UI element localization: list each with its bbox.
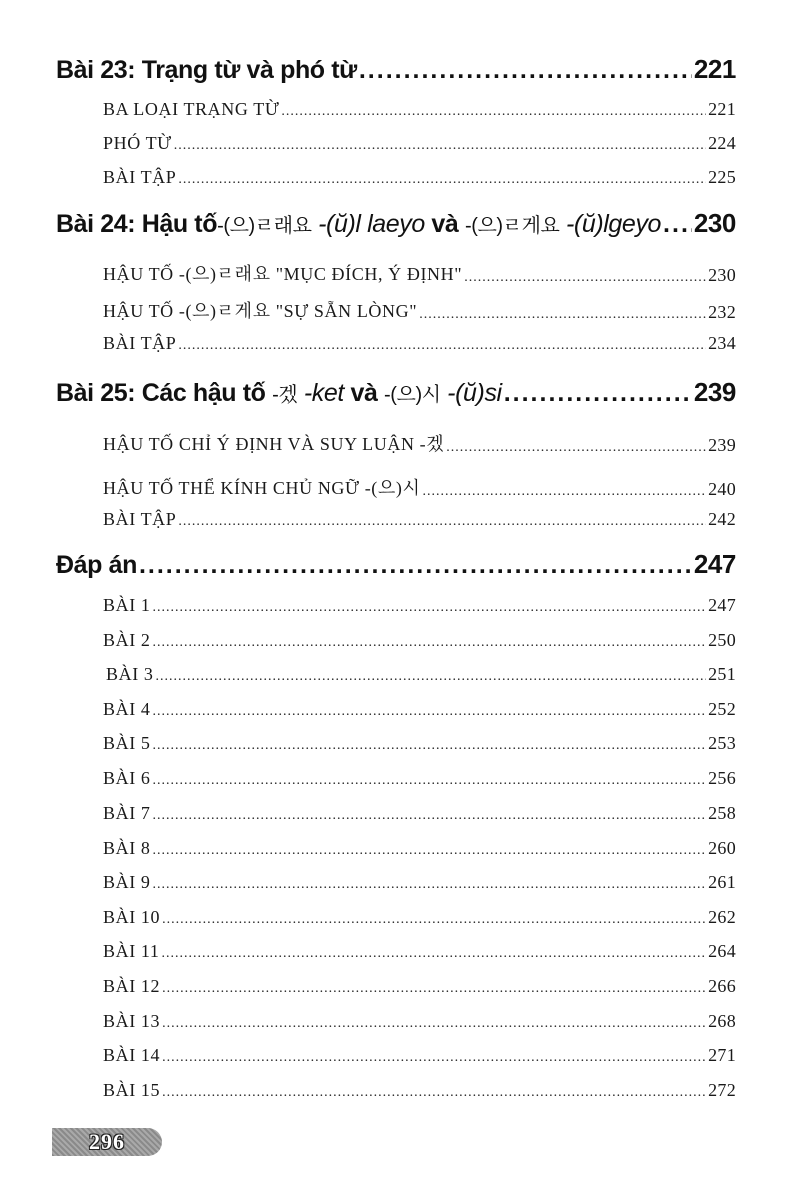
- chapter-page-number: 221: [693, 54, 736, 84]
- entry-label: BÀI 5: [103, 733, 151, 753]
- toc-entry[interactable]: [103, 733, 736, 754]
- entry-page-number: 252: [708, 699, 736, 719]
- toc-entry[interactable]: [103, 1045, 736, 1066]
- entry-page-number: 242: [708, 509, 736, 529]
- page-number-tab: [52, 1128, 162, 1156]
- dot-leader: [178, 172, 706, 188]
- dot-leader: [153, 808, 707, 824]
- toc-entry[interactable]: [103, 167, 736, 188]
- dot-leader: [162, 981, 706, 997]
- toc-entry[interactable]: [106, 664, 736, 685]
- entry-label: HẬU TỐ THỂ KÍNH CHỦ NGỮ -(으)시: [103, 478, 421, 498]
- conjunction: và: [431, 210, 459, 238]
- korean-suffix: -(으)시: [384, 384, 441, 406]
- dot-leader: [153, 773, 707, 789]
- korean-suffix: -겠: [272, 384, 298, 406]
- entry-page-number: 271: [708, 1045, 736, 1065]
- chapter-24-heading[interactable]: [56, 208, 736, 239]
- entry-label: HẬU TỐ -(으)ㄹ게요 "SỰ SẴN LÒNG": [103, 301, 418, 321]
- dot-leader: [153, 600, 707, 616]
- dot-leader: [139, 551, 692, 580]
- entry-page-number: 221: [708, 99, 736, 119]
- chapter-25-heading[interactable]: [56, 377, 736, 408]
- romanization: -(ŭ)si: [447, 379, 502, 407]
- dot-leader: [446, 440, 706, 456]
- dot-leader: [419, 307, 706, 323]
- chapter-page-number: 239: [693, 377, 736, 407]
- toc-entry[interactable]: [103, 838, 736, 859]
- entry-page-number: 234: [708, 333, 736, 353]
- entry-page-number: 232: [708, 302, 736, 322]
- dot-leader: [178, 514, 706, 530]
- entry-page-number: 268: [708, 1011, 736, 1031]
- entry-page-number: 253: [708, 733, 736, 753]
- entry-page-number: 266: [708, 976, 736, 996]
- dot-leader: [359, 56, 692, 85]
- korean-suffix: -(으)ㄹ래요: [217, 215, 312, 237]
- chapter-title: [56, 209, 661, 239]
- entry-page-number: 247: [708, 595, 736, 615]
- dot-leader: [153, 635, 707, 651]
- entry-label: BÀI 2: [103, 630, 151, 650]
- entry-page-number: 230: [708, 265, 736, 285]
- toc-entry[interactable]: [103, 133, 736, 154]
- toc-entry[interactable]: [103, 907, 736, 928]
- entry-label: BÀI 4: [103, 699, 151, 719]
- entry-page-number: 240: [708, 479, 736, 499]
- entry-label: BÀI 8: [103, 838, 151, 858]
- toc-entry[interactable]: [103, 99, 736, 120]
- toc-entry[interactable]: [103, 1011, 736, 1032]
- toc-entry[interactable]: [103, 474, 736, 500]
- toc-entry[interactable]: [103, 630, 736, 651]
- entry-label: BÀI 1: [103, 595, 151, 615]
- dot-leader: [162, 1085, 706, 1101]
- toc-entry[interactable]: [103, 803, 736, 824]
- entry-label: BÀI 9: [103, 872, 151, 892]
- dot-leader: [162, 1050, 706, 1066]
- dot-leader: [162, 1016, 706, 1032]
- entry-label: BÀI 12: [103, 976, 161, 996]
- korean-suffix: -(으)ㄹ게요: [464, 215, 560, 237]
- chapter-title: [56, 378, 502, 408]
- entry-label: BÀI 6: [103, 768, 151, 788]
- dot-leader: [161, 946, 706, 962]
- dot-leader: [153, 877, 707, 893]
- dot-leader: [504, 379, 692, 408]
- toc-entry[interactable]: [103, 976, 736, 997]
- entry-label: BÀI TẬP: [103, 333, 177, 353]
- dot-leader: [464, 270, 706, 286]
- dot-leader: [153, 704, 707, 720]
- toc-entry[interactable]: [103, 941, 736, 962]
- romanization: -ket: [303, 379, 344, 407]
- entry-label: BÀI TẬP: [103, 167, 177, 187]
- toc-entry[interactable]: [103, 333, 736, 354]
- dot-leader: [162, 912, 706, 928]
- entry-page-number: 256: [708, 768, 736, 788]
- dot-leader: [422, 484, 706, 500]
- romanization: -(ŭ)l laeyo: [318, 210, 425, 238]
- toc-entry[interactable]: [103, 1080, 736, 1101]
- chapter-prefix: Bài 25: Các hậu tố: [56, 379, 266, 407]
- dot-leader: [178, 338, 706, 354]
- entry-label: PHÓ TỪ: [103, 133, 172, 153]
- toc-entry[interactable]: [103, 430, 736, 456]
- entry-page-number: 264: [708, 941, 736, 961]
- entry-label: BÀI TẬP: [103, 509, 177, 529]
- toc-entry[interactable]: [103, 509, 736, 530]
- entry-page-number: 261: [708, 872, 736, 892]
- entry-label: BÀI 10: [103, 907, 161, 927]
- entry-page-number: 258: [708, 803, 736, 823]
- answers-heading[interactable]: [56, 549, 736, 580]
- romanization: -(ŭ)lgeyo: [566, 210, 662, 238]
- page-number: 296: [89, 1129, 125, 1154]
- entry-page-number: 224: [708, 133, 736, 153]
- entry-label: BÀI 13: [103, 1011, 161, 1031]
- entry-page-number: 260: [708, 838, 736, 858]
- entry-label: HẬU TỐ CHỈ Ý ĐỊNH VÀ SUY LUẬN -겠: [103, 434, 445, 454]
- entry-page-number: 250: [708, 630, 736, 650]
- dot-leader: [663, 210, 692, 239]
- chapter-page-number: 230: [693, 208, 736, 238]
- chapter-title: Bài 23: Trạng từ và phó từ: [56, 56, 357, 84]
- chapter-23-heading[interactable]: [56, 54, 736, 85]
- chapter-page-number: 247: [693, 549, 736, 579]
- entry-label: BÀI 3: [106, 664, 154, 684]
- dot-leader: [153, 843, 707, 859]
- conjunction: và: [350, 379, 378, 407]
- entry-label: HẬU TỐ -(으)ㄹ래요 "MỤC ĐÍCH, Ý ĐỊNH": [103, 264, 463, 284]
- entry-label: BÀI 11: [103, 941, 160, 961]
- dot-leader: [281, 104, 706, 120]
- toc-entry[interactable]: [103, 872, 736, 893]
- entry-page-number: 251: [708, 664, 736, 684]
- toc-entry[interactable]: [103, 768, 736, 789]
- entry-label: BÀI 15: [103, 1080, 161, 1100]
- dot-leader: [156, 669, 707, 685]
- toc-entry[interactable]: [103, 699, 736, 720]
- entry-label: BA LOẠI TRẠNG TỪ: [103, 99, 280, 119]
- entry-label: BÀI 7: [103, 803, 151, 823]
- toc-entry[interactable]: [103, 297, 736, 323]
- dot-leader: [174, 138, 706, 154]
- entry-page-number: 262: [708, 907, 736, 927]
- chapter-title: Đáp án: [56, 551, 137, 579]
- dot-leader: [153, 738, 707, 754]
- chapter-prefix: Bài 24: Hậu tố: [56, 210, 218, 238]
- toc-entry[interactable]: [103, 595, 736, 616]
- entry-page-number: 272: [708, 1080, 736, 1100]
- entry-page-number: 225: [708, 167, 736, 187]
- toc-entry[interactable]: [103, 260, 736, 286]
- entry-page-number: 239: [708, 435, 736, 455]
- entry-label: BÀI 14: [103, 1045, 161, 1065]
